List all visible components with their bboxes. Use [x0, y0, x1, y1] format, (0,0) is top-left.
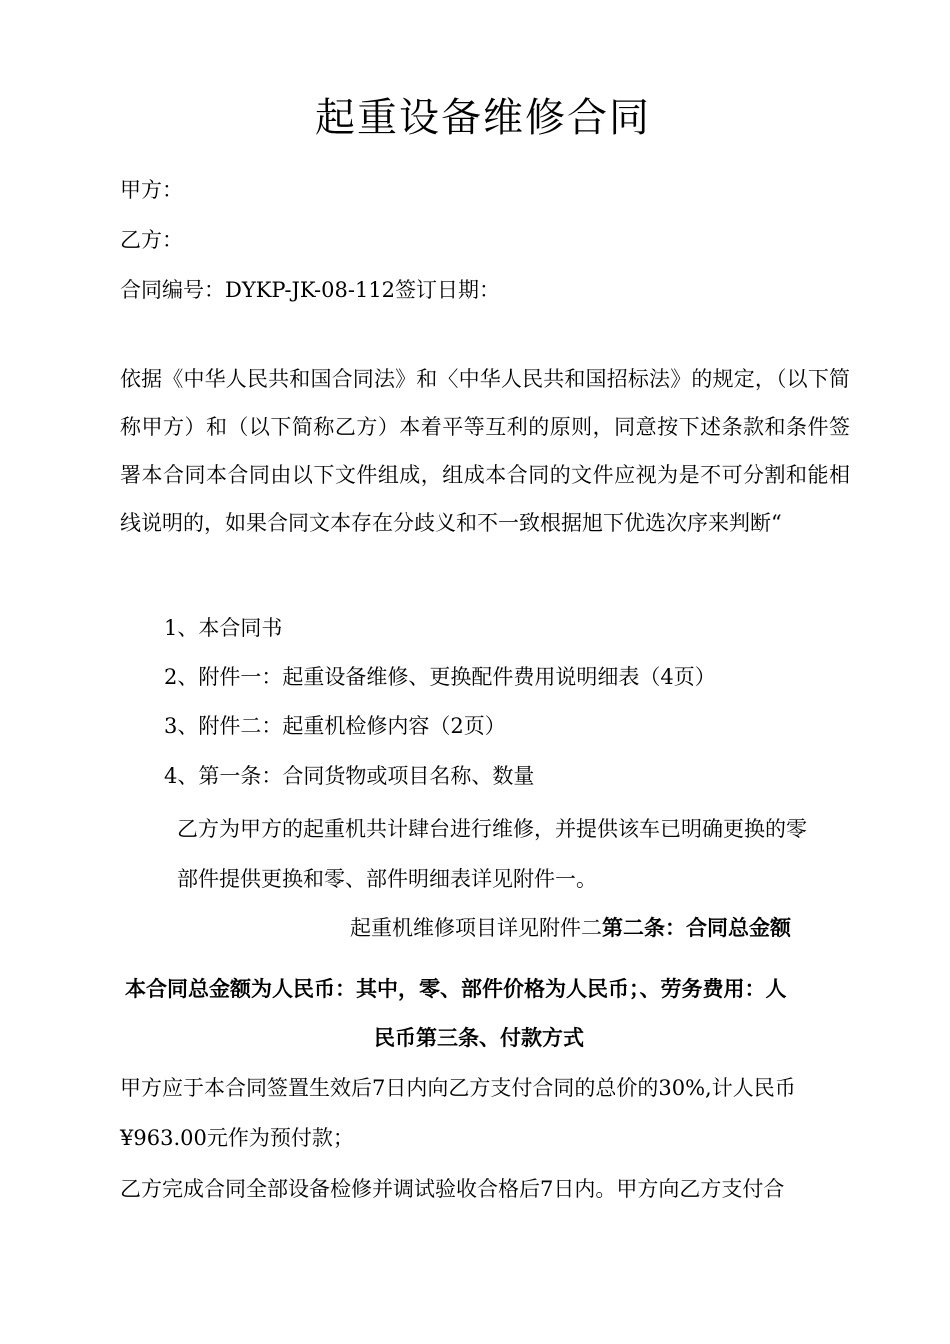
- contract-number-line: 合同编号：DYKP-JK-08-112签订日期：: [120, 278, 501, 302]
- party-a-line: 甲方：: [120, 178, 183, 202]
- clause1-line: 部件提供更换和零、部件明细表详见附件一。: [177, 867, 597, 891]
- list-item: 3、附件二：起重机检修内容（2页）: [164, 714, 506, 738]
- intro-paragraph: 依据《中华人民共和国合同法》和〈中华人民共和国招标法》的规定，（以下简称甲方）和（以下简称乙方）本着平等互利的原则，同意按下述条款和条件签署本合同本合同由以下文件组成，组成本合同的文件应视为是不可分割和能相线说明的，如果合同文本存在分歧义和不一致根据旭下优选次序来判断“: [120, 367, 850, 535]
- payment-line: 甲方应于本合同签置生效后7日内向乙方支付合同的总价的30%,计人民币: [120, 1076, 796, 1100]
- clause1-heading-line: [350, 914, 791, 942]
- clause1-line: 乙方为甲方的起重机共计肆台进行维修，并提供该车已明确更换的零: [177, 817, 807, 841]
- list-item: 4、第一条：合同货物或项目名称、数量: [164, 764, 535, 788]
- clause2-heading: 第二条：合同总金额: [602, 915, 791, 940]
- document-title: 起重设备维修合同: [315, 95, 651, 141]
- payment-line: 乙方完成合同全部设备检修并调试验收合格后7日内。甲方向乙方支付合: [120, 1177, 785, 1201]
- clause2-amount-line: 本合同总金额为人民币：其中，零、部件价格为人民币；、劳务费用：人: [125, 976, 787, 1001]
- list-item: 2、附件一：起重设备维修、更换配件费用说明细表（4页）: [164, 665, 716, 689]
- clause3-heading: 民币第三条、付款方式: [374, 1025, 584, 1050]
- payment-line: ¥963.00元作为预付款；: [120, 1126, 354, 1150]
- party-b-line: 乙方：: [120, 228, 183, 252]
- clause1-appendix-ref: 起重机维修项目详见附件二: [350, 916, 602, 940]
- list-item: 1、本合同书: [164, 616, 283, 640]
